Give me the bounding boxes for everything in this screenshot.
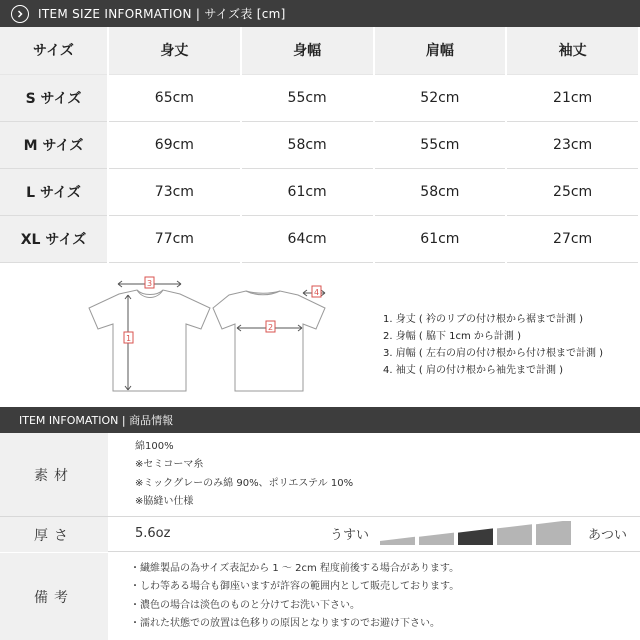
- marker-4: 4: [313, 288, 320, 297]
- size-label: M サイズ: [0, 121, 108, 168]
- remarks-content: [108, 553, 640, 640]
- table-cell: 58cm: [241, 121, 374, 168]
- thickness-row: [0, 517, 640, 552]
- table-cell: 23cm: [506, 121, 639, 168]
- remark-line: ・繊維製品の為サイズ表記から 1 ～ 2cm 程度前後する場合があります。: [130, 562, 460, 574]
- size-label: XL サイズ: [0, 215, 108, 262]
- table-cell: 61cm: [241, 168, 374, 215]
- material-row: [0, 433, 640, 517]
- table-cell: 27cm: [506, 215, 639, 262]
- measurement-note: 3. 肩幅 ( 左右の肩の付け根から付け根まで計測 ): [383, 348, 604, 359]
- table-row: [0, 74, 639, 121]
- marker-2: 2: [267, 323, 274, 332]
- measurement-note: 2. 身幅 ( 脇下 1cm から計測 ): [383, 331, 522, 342]
- size-label: L サイズ: [0, 168, 108, 215]
- size-info-header: [0, 0, 640, 27]
- thickness-value: 5.6oz: [135, 526, 171, 541]
- column-header: 身丈: [108, 27, 241, 74]
- measurement-note: 1. 身丈 ( 衿のリブの付け根から裾まで計測 ): [383, 314, 584, 325]
- remark-line: ・濡れた状態での放置は色移りの原因となりますのでお避け下さい。: [130, 618, 440, 629]
- size-label: S サイズ: [0, 74, 108, 121]
- thickness-scale: [380, 521, 580, 549]
- table-cell: 21cm: [506, 74, 639, 121]
- thin-label: うすい: [330, 528, 370, 543]
- thick-label: あつい: [588, 528, 628, 543]
- column-header: 袖丈: [506, 27, 639, 74]
- thickness-label: 厚さ: [0, 517, 108, 552]
- size-table-header-row: [0, 27, 639, 74]
- table-cell: 64cm: [241, 215, 374, 262]
- thickness-segment: [380, 537, 415, 545]
- material-line: ※セミコーマ糸: [135, 459, 204, 470]
- table-cell: 61cm: [374, 215, 507, 262]
- remarks-row: [0, 553, 640, 640]
- thickness-segment: [497, 524, 532, 545]
- column-header: 身幅: [241, 27, 374, 74]
- remark-line: ・しわ等ある場合も御座いますが許容の範囲内として販売しております。: [130, 581, 460, 592]
- column-header: サイズ: [0, 27, 108, 74]
- table-cell: 55cm: [374, 121, 507, 168]
- marker-3: 3: [146, 279, 153, 288]
- table-cell: 52cm: [374, 74, 507, 121]
- table-cell: 58cm: [374, 168, 507, 215]
- table-row: [0, 168, 639, 215]
- item-info-title: ITEM INFOMATION | 商品情報: [19, 414, 174, 427]
- material-line: ※ミックグレーのみ綿 90%、ポリエステル 10%: [135, 477, 354, 489]
- tshirt-front-icon: [89, 290, 210, 391]
- table-row: [0, 215, 639, 262]
- material-line: 綿100%: [135, 440, 174, 452]
- table-cell: 69cm: [108, 121, 241, 168]
- table-cell: 77cm: [108, 215, 241, 262]
- item-info-header: [0, 407, 640, 433]
- table-cell: 73cm: [108, 168, 241, 215]
- material-label: 素材: [0, 433, 108, 516]
- tshirt-back-icon: [213, 291, 325, 391]
- table-cell: 65cm: [108, 74, 241, 121]
- size-info-title: ITEM SIZE INFORMATION | サイズ表 [cm]: [38, 7, 286, 21]
- thickness-segment: [536, 521, 571, 545]
- thickness-segment-active: [458, 528, 493, 545]
- size-table: [0, 27, 640, 263]
- remarks-label: 備考: [0, 553, 108, 640]
- measurement-notes: [383, 311, 603, 379]
- column-header: 肩幅: [374, 27, 507, 74]
- table-cell: 55cm: [241, 74, 374, 121]
- remark-line: ・濃色の場合は淡色のものと分けてお洗い下さい。: [130, 599, 360, 611]
- table-cell: 25cm: [506, 168, 639, 215]
- material-line: ※脇縫い仕様: [135, 496, 194, 507]
- marker-1: 1: [125, 334, 132, 343]
- material-content: [108, 433, 640, 516]
- measurement-note: 4. 袖丈 ( 肩の付け根から袖先まで計測 ): [383, 365, 564, 376]
- table-row: [0, 121, 639, 168]
- chevron-right-icon: [11, 5, 29, 23]
- thickness-segment: [419, 533, 454, 545]
